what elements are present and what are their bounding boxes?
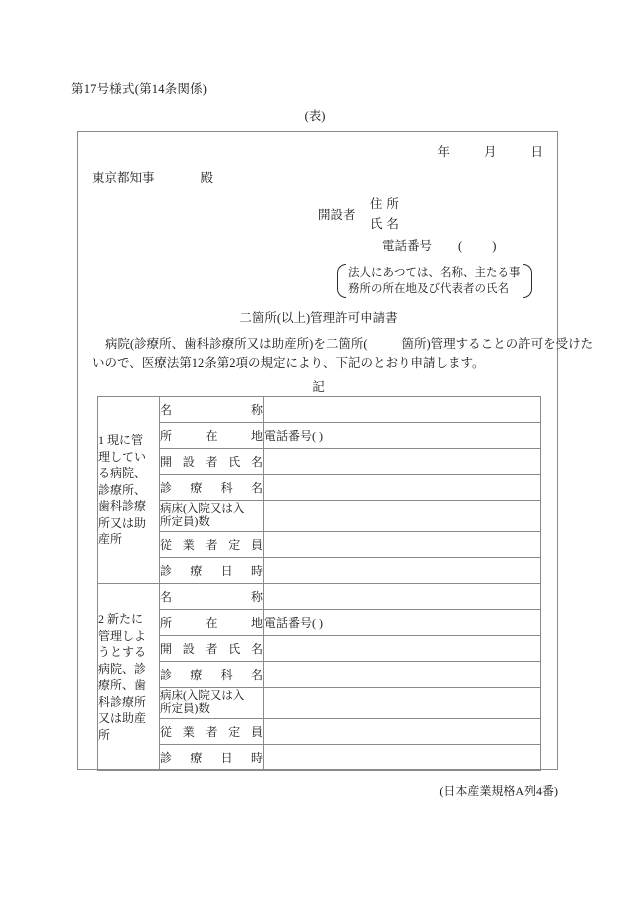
applicant-tel-paren-open: (: [458, 239, 463, 253]
addressee: [92, 168, 213, 186]
applicant-address-label: 住 所: [370, 197, 400, 211]
row-label-text: 開設者氏名: [160, 642, 263, 656]
addressee-honorific: 殿: [200, 171, 214, 185]
row-label-cell: [160, 397, 264, 423]
row-label-text: 所在地: [160, 429, 263, 443]
body-paragraph: [92, 335, 594, 373]
row-label-text: 診療日時: [160, 751, 263, 765]
row-label-cell: [160, 501, 264, 532]
section-group-line: 病院、診: [98, 661, 147, 676]
row-label-cell: [160, 688, 264, 719]
section-group-line: 管理しよ: [98, 628, 147, 643]
corporate-note-line2: 務所の所在地及び代表者の氏名: [348, 283, 509, 295]
applicant-block: [318, 194, 496, 256]
row-label-cell: [160, 719, 264, 745]
row-label-cell: [160, 449, 264, 475]
bracket-left-icon: [337, 264, 346, 298]
row-value-text: 電話番号( ): [264, 616, 323, 630]
table-row: [98, 397, 541, 423]
date-year-label: 年: [437, 145, 450, 159]
section-group-line: る病院、: [98, 466, 147, 481]
row-value-cell[interactable]: [264, 584, 541, 610]
row-label-cell: [160, 610, 264, 636]
row-value-cell[interactable]: [264, 475, 541, 501]
row-label-cell: [160, 584, 264, 610]
section-group-line: 1 現に管: [98, 433, 144, 448]
section-group-line: 産所: [98, 532, 123, 547]
section-group-line: 所又は助: [98, 515, 147, 530]
section-group-line: 又は助産: [98, 711, 147, 725]
form-code: 第17号様式(第14条関係): [71, 82, 208, 96]
row-label-text: 従業者定員: [160, 725, 263, 739]
row-label-text: 名称: [160, 403, 263, 417]
ki-label: 記: [312, 380, 325, 394]
row-label-cell: [160, 558, 264, 584]
applicant-tel-paren-close: ): [492, 239, 497, 253]
section-group-label: [98, 397, 160, 584]
row-value-cell[interactable]: [264, 532, 541, 558]
applicant-role-label: 開設者: [318, 208, 356, 222]
row-label-text: 所在地: [160, 616, 263, 630]
date-month-label: 月: [483, 145, 497, 159]
row-value-cell[interactable]: [264, 636, 541, 662]
table-row: [98, 610, 541, 636]
table-row: [98, 532, 541, 558]
table-row: [98, 449, 541, 475]
application-form-box: [77, 131, 594, 770]
row-label-line: 病床(入院又は入: [160, 503, 245, 515]
applicant-tel-row: [318, 236, 496, 256]
section-group-line: 療所、歯: [98, 678, 147, 692]
row-value-cell[interactable]: [264, 423, 541, 449]
row-label-cell: [160, 745, 264, 771]
section-group-line: 所: [98, 727, 111, 742]
row-value-cell[interactable]: [264, 719, 541, 745]
table-row: [98, 745, 541, 771]
applicant-tel-label: 電話番号: [382, 239, 433, 253]
row-label-cell: [160, 532, 264, 558]
date-line: [403, 142, 543, 160]
addressee-name: 東京都知事: [92, 171, 155, 185]
section-group-line: 2 新たに: [98, 612, 144, 626]
section-group-line: うとする: [98, 645, 147, 659]
table-row: [98, 688, 541, 719]
row-label-text: 診療科名: [160, 481, 263, 495]
bracket-right-icon: [523, 264, 532, 298]
table-row: [98, 584, 541, 610]
table-row: [98, 475, 541, 501]
table-row: [98, 662, 541, 688]
corporate-note: [337, 264, 532, 298]
section-group-label: [98, 584, 160, 771]
date-day-label: 日: [530, 145, 543, 159]
section-group-line: 歯科診療: [98, 499, 147, 514]
row-label-line: 病床(入院又は入: [160, 690, 245, 702]
row-label-cell: [160, 423, 264, 449]
row-label-cell: [160, 636, 264, 662]
document-title: 二箇所(以上)管理許可申請書: [239, 311, 398, 325]
body-line1-a: 病院(診療所、歯科診療所又は助産所)を二箇所(: [105, 337, 368, 351]
row-label-text: 名称: [160, 590, 263, 604]
table-body: [98, 397, 541, 771]
row-label-cell: [160, 662, 264, 688]
row-value-cell[interactable]: [264, 397, 541, 423]
body-line1-b: 箇所)管理することの許可を受けた: [401, 337, 594, 351]
row-label-line: 所定員)数: [160, 703, 210, 715]
side-label: (表): [304, 109, 326, 123]
row-label-cell: [160, 475, 264, 501]
row-value-cell[interactable]: [264, 501, 541, 532]
table-row: [98, 636, 541, 662]
section-group-line: 理してい: [98, 449, 147, 464]
row-label-text: 従業者定員: [160, 538, 263, 552]
body-line2: いので、医療法第12条第2項の規定により、下記のとおり申請します。: [92, 356, 485, 370]
row-label-line: 所定員)数: [160, 516, 210, 528]
table-row: [98, 719, 541, 745]
row-label-text: 診療日時: [160, 564, 263, 578]
row-value-text: 電話番号( ): [264, 429, 323, 443]
section-group-line: 診療所、: [98, 482, 147, 497]
paper-size-note: (日本産業規格A列4番): [439, 784, 558, 798]
row-value-cell[interactable]: [264, 558, 541, 584]
row-value-cell[interactable]: [264, 449, 541, 475]
table-row: [98, 423, 541, 449]
section-group-line: 科診療所: [98, 694, 147, 709]
application-table: [97, 396, 541, 771]
row-value-cell[interactable]: [264, 745, 541, 771]
corporate-note-line1: 法人にあつては、名称、主たる事: [348, 267, 521, 279]
row-label-text: 開設者氏名: [160, 455, 263, 469]
row-value-cell[interactable]: [264, 662, 541, 688]
row-value-cell[interactable]: [264, 688, 541, 719]
table-row: [98, 501, 541, 532]
row-label-text: 診療科名: [160, 668, 263, 682]
table-row: [98, 558, 541, 584]
row-value-cell[interactable]: [264, 610, 541, 636]
applicant-name-label: 氏 名: [370, 217, 400, 231]
